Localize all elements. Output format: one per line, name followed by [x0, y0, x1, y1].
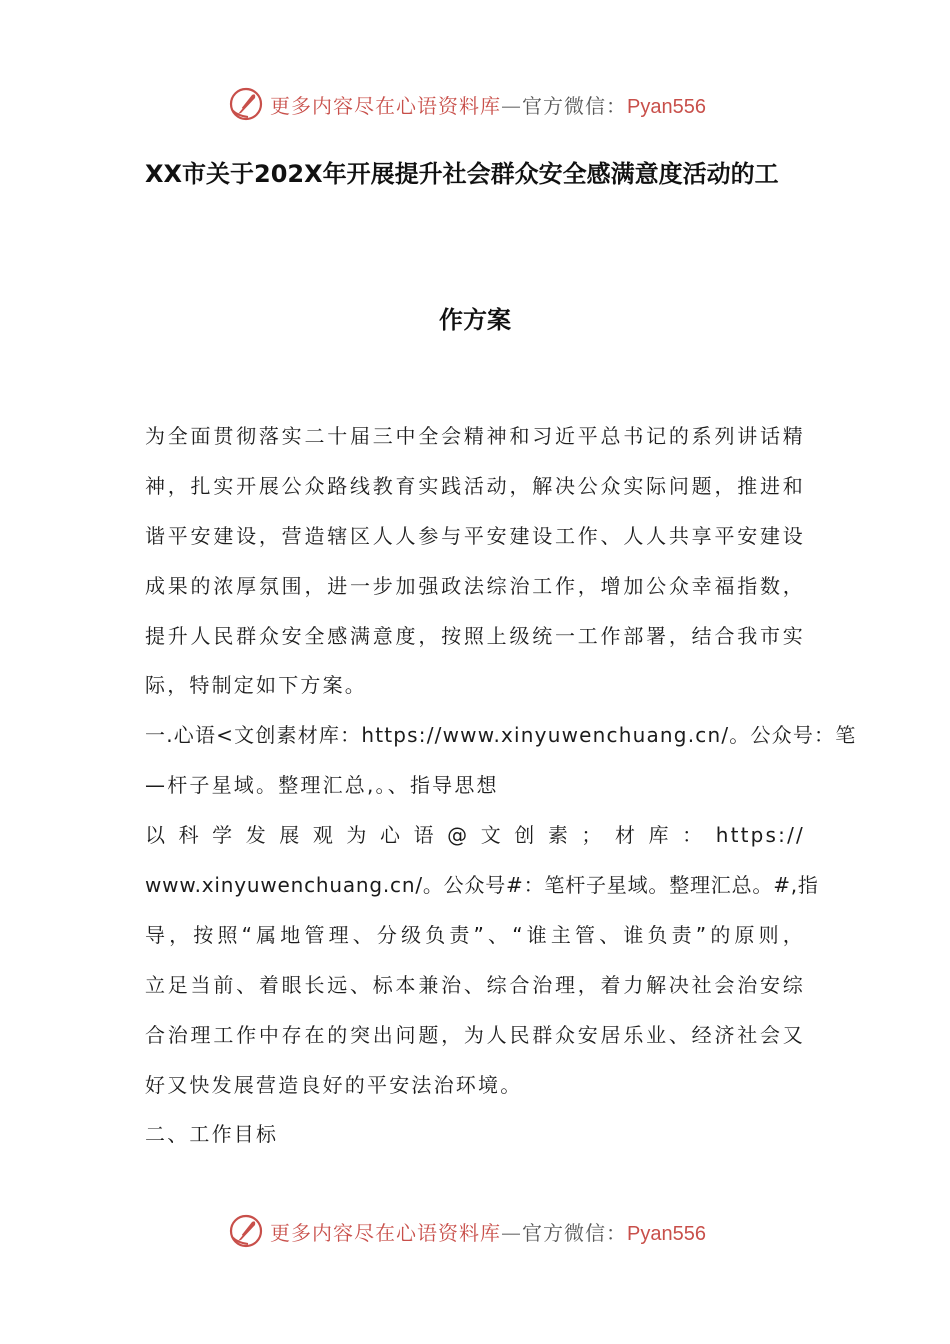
body-line: 提升人民群众安全感满意度，按照上级统一工作部署，结合我市实 — [145, 623, 805, 648]
footer-banner — [228, 1211, 706, 1251]
body-line: 为全面贯彻落实二十届三中全会精神和习近平总书记的系列讲话精 — [145, 424, 805, 448]
quill-pen-logo-icon — [228, 86, 264, 122]
body-line: —杆子星域。整理汇总,。、指导思想 — [145, 773, 499, 798]
banner-sub: 官方微信： — [522, 1220, 627, 1245]
banner-sub: 官方微信： — [522, 93, 627, 118]
body-line: 谐平安建设，营造辖区人人参与平安建设工作、人人共享平安建设 — [145, 523, 805, 548]
body-line: 合治理工作中存在的突出问题，为人民群众安居乐业、经济社会又 — [145, 1022, 805, 1047]
body-line: 以科学发展观为心语@文创素；材库：https:// — [145, 823, 805, 848]
section-heading: 二、工作目标 — [145, 1122, 279, 1147]
banner-text — [270, 90, 706, 119]
banner-main: 更多内容尽在心语资料库 — [270, 1220, 501, 1245]
quill-pen-logo-icon — [228, 1213, 264, 1249]
body-line: 立足当前、着眼长远、标本兼治、综合治理，着力解决社会治安综 — [145, 972, 805, 997]
body-line: 好又快发展营造良好的平安法治环境。 — [145, 1072, 523, 1097]
header-banner — [228, 84, 706, 124]
document-title-line-2: 作方案 — [439, 306, 511, 334]
body-line: 导，按照“属地管理、分级负责”、“谁主管、谁负责”的原则， — [145, 922, 805, 947]
banner-separator: — — [501, 1220, 522, 1245]
banner-separator: — — [501, 93, 522, 118]
document-body — [145, 412, 857, 1160]
banner-main: 更多内容尽在心语资料库 — [270, 93, 501, 118]
banner-text — [270, 1217, 706, 1246]
body-line: 际，特制定如下方案。 — [145, 673, 367, 698]
body-line: 成果的浓厚氛围，进一步加强政法综治工作，增加公众幸福指数， — [145, 573, 805, 598]
body-line: www.xinyuwenchuang.cn/。公众号#：笔杆子星域。整理汇总。#,指 — [145, 873, 819, 898]
banner-wechat: Pyan556 — [627, 95, 706, 118]
document-title-line-1: XX市关于202X年开展提升社会群众安全感满意度活动的工 — [145, 160, 779, 188]
body-line: 神，扎实开展公众路线教育实践活动，解决公众实际问题，推进和 — [145, 473, 805, 498]
body-line: 一.心语<文创素材库：https://www.xinyuwenchuang.cn/。公众号：笔 — [145, 723, 857, 748]
banner-wechat: Pyan556 — [627, 1222, 706, 1245]
